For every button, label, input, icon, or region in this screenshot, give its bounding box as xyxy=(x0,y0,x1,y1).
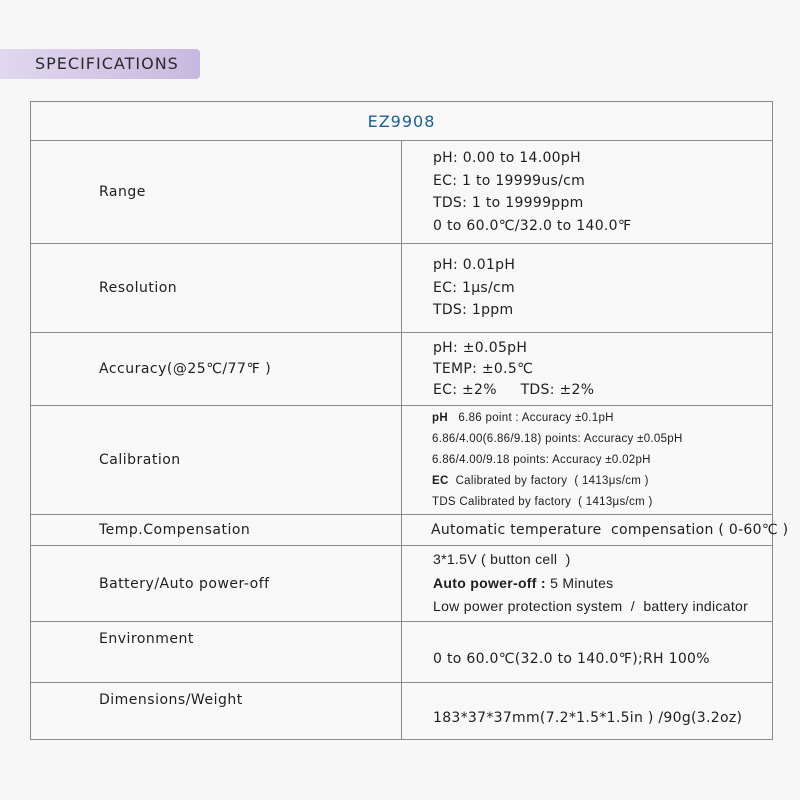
environment-value: 0 to 60.0℃(32.0 to 140.0℉);RH 100% xyxy=(402,622,773,683)
range-label: Range xyxy=(31,141,402,244)
calibration-ph-bold: pH xyxy=(432,411,448,424)
environment-row xyxy=(31,622,773,683)
model-name: EZ9908 xyxy=(31,102,773,141)
battery-line-2 xyxy=(433,572,771,596)
range-row xyxy=(31,141,773,244)
calibration-ec-text: Calibrated by factory ( 1413μs/cm ) xyxy=(448,474,649,487)
resolution-label: Resolution xyxy=(31,244,402,333)
calibration-line-1 xyxy=(432,408,771,429)
battery-line-3: Low power protection system / battery indicator xyxy=(433,598,749,615)
section-title: SPECIFICATIONS xyxy=(35,54,179,73)
range-ph: pH: 0.00 to 14.00pH xyxy=(433,150,581,166)
temp-compensation-value: Automatic temperature compensation ( 0-60℃ ) xyxy=(402,515,773,546)
range-temp: 0 to 60.0℃/32.0 to 140.0℉ xyxy=(433,217,632,234)
calibration-value xyxy=(402,406,773,515)
dimensions-row xyxy=(31,683,773,740)
dimensions-label: Dimensions/Weight xyxy=(31,683,402,740)
calibration-row xyxy=(31,406,773,515)
model-row xyxy=(31,102,773,141)
battery-value xyxy=(402,546,773,622)
auto-power-off-bold: Auto power-off : xyxy=(433,574,546,591)
calibration-line-2: 6.86/4.00(6.86/9.18) points: Accuracy ±0.05pH xyxy=(432,432,683,445)
accuracy-row xyxy=(31,333,773,406)
accuracy-ec-tds: EC: ±2% TDS: ±2% xyxy=(433,381,595,398)
calibration-ec-bold: EC xyxy=(432,474,449,487)
battery-label: Battery/Auto power-off xyxy=(31,546,402,622)
accuracy-ph: pH: ±0.05pH xyxy=(433,339,528,356)
battery-row xyxy=(31,546,773,622)
battery-line-1: 3*1.5V ( button cell ) xyxy=(433,551,571,568)
accuracy-value xyxy=(402,333,773,406)
dimensions-value: 183*37*37mm(7.2*1.5*1.5in ) /90g(3.2oz) xyxy=(402,683,773,740)
accuracy-temp: TEMP: ±0.5℃ xyxy=(433,360,534,377)
resolution-ec: EC: 1μs/cm xyxy=(433,279,515,296)
range-value xyxy=(402,141,773,244)
calibration-label: Calibration xyxy=(31,406,402,515)
calibration-line-3: 6.86/4.00/9.18 points: Accuracy ±0.02pH xyxy=(432,453,651,466)
calibration-line-5: TDS Calibrated by factory ( 1413μs/cm ) xyxy=(432,495,653,508)
calibration-ph-text: 6.86 point : Accuracy ±0.1pH xyxy=(447,411,614,424)
auto-power-off-text: 5 Minutes xyxy=(545,574,614,591)
temp-compensation-label: Temp.Compensation xyxy=(31,515,402,546)
range-tds: TDS: 1 to 19999ppm xyxy=(433,195,584,211)
specifications-banner xyxy=(0,49,200,79)
calibration-line-4 xyxy=(432,471,771,492)
accuracy-label: Accuracy(@25℃/77℉ ) xyxy=(31,333,402,406)
range-ec: EC: 1 to 19999us/cm xyxy=(433,172,586,189)
resolution-ph: pH: 0.01pH xyxy=(433,257,516,274)
resolution-value xyxy=(402,244,773,333)
resolution-row xyxy=(31,244,773,333)
temp-compensation-row xyxy=(31,515,773,546)
resolution-tds: TDS: 1ppm xyxy=(433,302,514,319)
environment-label: Environment xyxy=(31,622,402,683)
spec-table xyxy=(30,101,789,740)
